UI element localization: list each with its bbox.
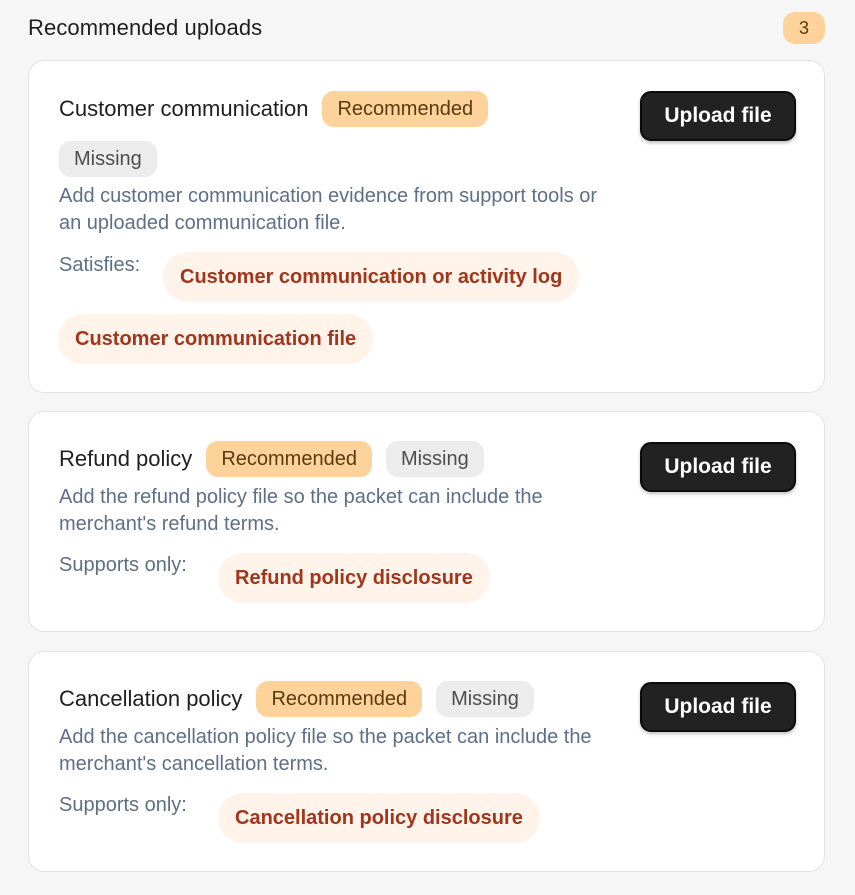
- card-header: [59, 441, 619, 477]
- panel-header: [28, 12, 825, 44]
- card-description: Add customer communication evidence from support tools or an uploaded communication file.: [59, 185, 598, 234]
- card-description: Add the cancellation policy file so the packet can include the merchant's cancellation terms.: [59, 726, 592, 775]
- card-description: Add the refund policy file so the packet can include the merchant's refund terms.: [59, 486, 543, 535]
- card-title: Refund policy: [59, 446, 193, 471]
- missing-badge: Missing: [436, 681, 534, 717]
- card-header: [59, 681, 639, 717]
- panel-title: Recommended uploads: [28, 15, 263, 40]
- recommended-badge: Recommended: [256, 681, 422, 717]
- requirement-chip: Customer communication or activity log: [163, 252, 579, 302]
- requirement-chip: Refund policy disclosure: [218, 553, 490, 603]
- card-title: Cancellation policy: [59, 686, 243, 711]
- recommended-badge: Recommended: [206, 441, 372, 477]
- missing-badge: Missing: [386, 441, 484, 477]
- upload-card-cancellation-policy: [28, 651, 825, 872]
- missing-badge: Missing: [59, 141, 157, 177]
- upload-card-refund-policy: [28, 411, 825, 632]
- card-title: Customer communication: [59, 96, 309, 121]
- recommended-badge: Recommended: [322, 91, 488, 127]
- upload-file-button[interactable]: Upload file: [640, 682, 796, 732]
- card-header: [59, 91, 619, 127]
- requirement-chip: Cancellation policy disclosure: [218, 793, 540, 843]
- count-badge: 3: [783, 12, 825, 44]
- supports-only-label: Supports only:: [59, 554, 187, 576]
- upload-file-button[interactable]: Upload file: [640, 442, 796, 492]
- requirement-chip: Customer communication file: [58, 314, 373, 364]
- satisfies-label: Satisfies:: [59, 254, 141, 276]
- supports-only-label: Supports only:: [59, 794, 187, 816]
- upload-file-button[interactable]: Upload file: [640, 91, 796, 141]
- upload-card-customer-communication: [28, 60, 825, 393]
